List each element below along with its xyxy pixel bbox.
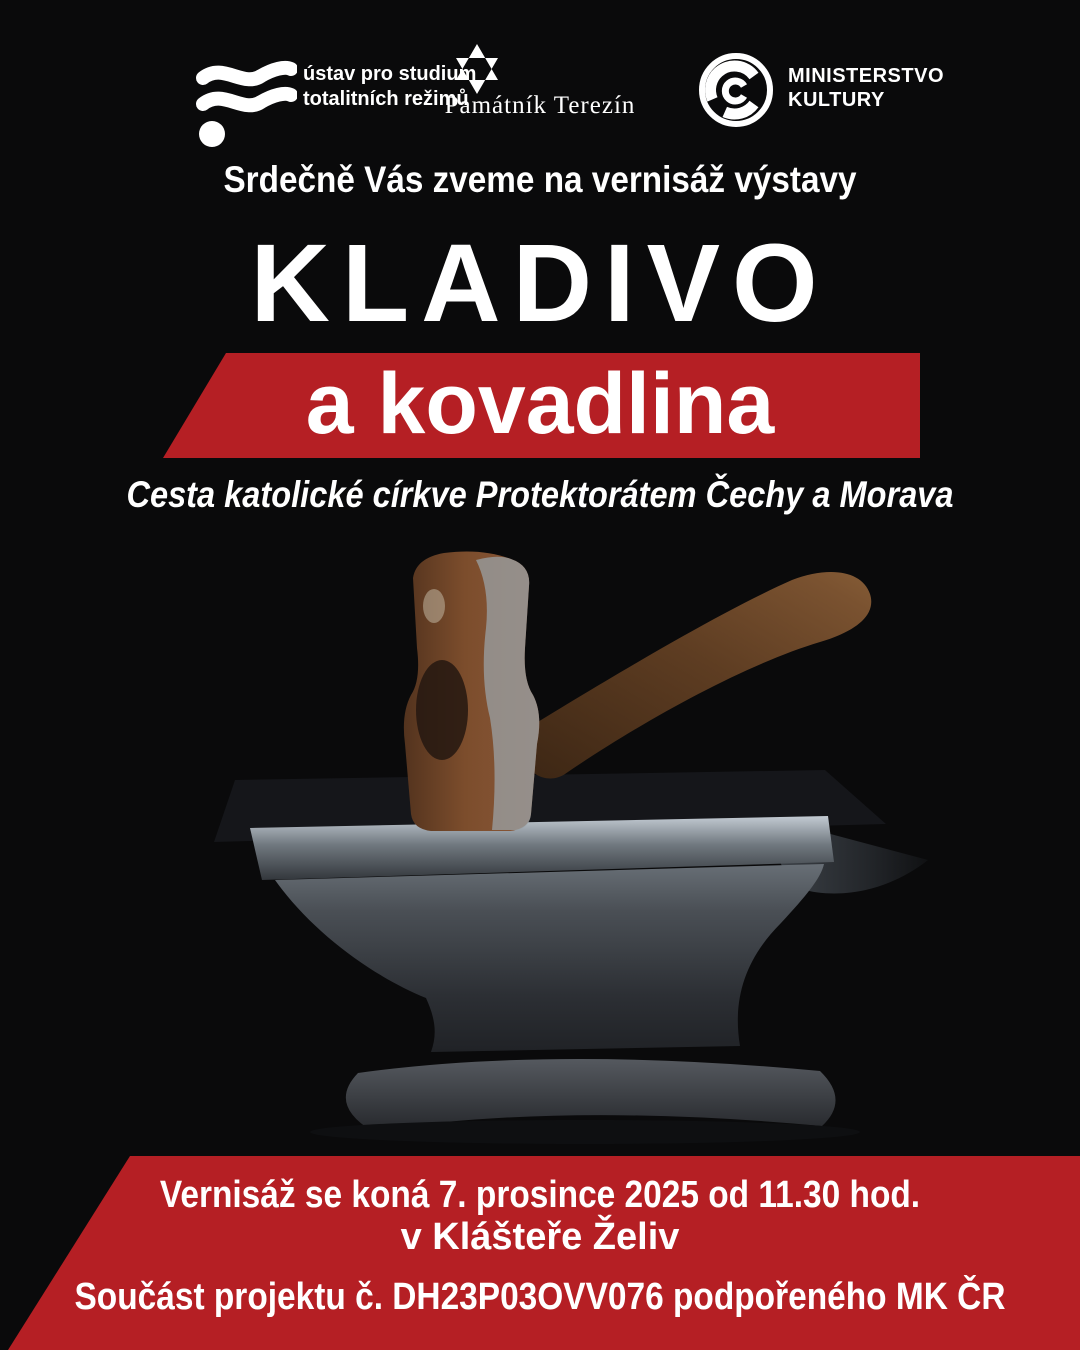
footer-place-line: v Klášteře Želiv [400, 1216, 680, 1258]
star-of-david-icon [449, 44, 505, 94]
hammer-handle [517, 572, 871, 779]
title-banner: a kovadlina [305, 356, 775, 452]
title-main: KLADIVO [250, 222, 830, 345]
ministry-logo-line1: MINISTERSTVO [788, 65, 945, 87]
invitation-line: Srdečně Vás zveme na vernisáž výstavy [223, 159, 857, 200]
ustr-logo-line2: totalitních režimů [303, 88, 469, 110]
terezin-logo-text: Památník Terezín [444, 92, 636, 119]
ustr-logo-line1: ústav pro studium [303, 63, 477, 85]
ustr-wavy-flag-icon [193, 60, 297, 152]
hammer-eye-hole [416, 660, 468, 760]
mk-monogram-icon [698, 52, 774, 128]
footer-date-line: Vernisáž se koná 7. prosince 2025 od 11.30 hod. [159, 1174, 921, 1216]
ministry-logo-line2: KULTURY [788, 89, 885, 111]
footer-project-line: Součást projektu č. DH23P03OVV076 podpořeného MK ČR [74, 1276, 1006, 1318]
anvil-body [275, 864, 824, 1052]
subtitle-line: Cesta katolické církve Protektorátem Čechy a Morava [126, 474, 954, 515]
hammer-anvil-photo [180, 528, 940, 1148]
hammer-mark [423, 589, 445, 623]
anvil-ground-shadow [310, 1120, 860, 1144]
ministry-logo-text [788, 64, 944, 112]
